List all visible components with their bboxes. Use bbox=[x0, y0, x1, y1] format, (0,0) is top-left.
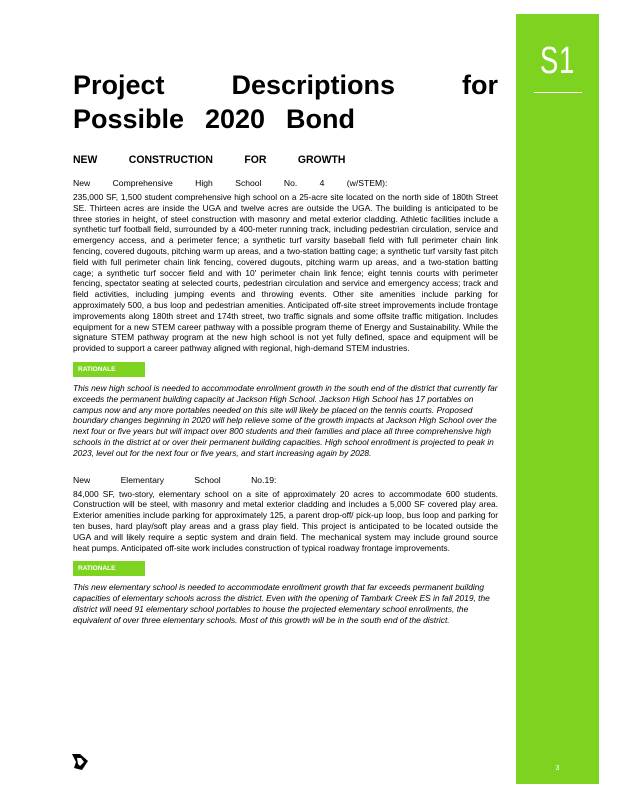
project-heading-high-school: New Comprehensive High School No. 4 (w/STEM): bbox=[73, 178, 388, 188]
title-line-2 bbox=[73, 102, 355, 136]
district-logo-icon bbox=[70, 752, 90, 772]
title-word: for bbox=[462, 70, 498, 100]
page-number: 3 bbox=[555, 765, 560, 772]
title-word: 2020 bbox=[204, 104, 266, 134]
title-word: Descriptions bbox=[231, 70, 396, 100]
title-word: Possible bbox=[73, 104, 185, 134]
sidebar-divider bbox=[534, 92, 582, 93]
rationale-badge: RATIONALE bbox=[73, 561, 145, 576]
rationale-elementary: This new elementary school is needed to accommodate enrollment growth that far exceeds permanent building capacities of elementary schools across the district. Even with the opening of Tambark Creek ES in fall 2019, the district will need 91 elementary school portables to house the projected elementary school enrollments, the equivalent of over three elementary schools. Most of this growth will be in the south end of the district. bbox=[73, 582, 490, 625]
rationale-badge: RATIONALE bbox=[73, 362, 145, 377]
title-word: Bond bbox=[286, 104, 355, 134]
section-code: S1 bbox=[540, 40, 575, 82]
green-sidebar bbox=[516, 14, 599, 784]
page-title bbox=[73, 68, 498, 136]
rationale-high-school: This new high school is needed to accommodate enrollment growth in the south end of the district that currently far exceeds the permanent building capacity at Jackson High School. Jackson High School has 17 portables on campus now and any more portables needed on this site will likely be placed on the tennis courts. Proposed boundary changes beginning in 2020 will help relieve some of the growth impacts at Jackson High School over the next four or five years but will impact over 800 students and their families and place all three comprehensive high schools in the district at or over their permanent building capacities. High school enrollment is projected to peak in 2023, level out for the next four or five years, and start increasing again by 2028. bbox=[73, 382, 498, 458]
project-description-elementary: 84,000 SF, two-story, elementary school on a site of approximately 20 acres to accommodate 600 students. Construction will be steel, with masonry and metal exterior cladding and includes a 5,000 SF covered play area. Exterior amenities include parking for approximately 125, a parent drop-off/ pick-up loop, bus loop and parking for ten buses, hard play/soft play areas and a grass play field. This project is anticipated to be located outside the UGA and will likely require a septic system and drain field. The mechanical system may include ground source heat pumps. Anticipated off-site work includes construction of typical roadway frontage improvements. bbox=[73, 488, 498, 553]
main-content bbox=[73, 68, 498, 626]
project-description-high-school: 235,000 SF, 1,500 student comprehensive high school on a 25-acre site located on the north side of 180th Street SE. Thirteen acres are inside the UGA and twelve acres are outside the UGA. The building is anticipated to be three stories in height, of steel construction with masonry and metal exterior cladding. Athletic facilities include a synthetic turf football field, surrounded by a 400-meter running track, including pedestrian circulation, service and emergency access, and a perimeter fence; a synthetic turf varsity baseball field with full perimeter chain link fencing, covered dugouts, pitching warm up areas, and a two-station batting cage; a synthetic turf varsity fast pitch field with full perimeter chain link fencing, covered dugouts, pitching warm up areas, and a two-station batting cage; a synthetic turf soccer field and with 10' perimeter chain link fence; eight tennis courts with perimeter fencing, spectator seating at selected courts, pedestrian circulation and service and emergency access; track and field activities, including jumping events and throwing events. Other site amenities include parking for approximately 500, a bus loop and pedestrian amenities. Anticipated off-site street improvements include frontage improvements along 180th street and 174th street, two traffic signals and some offsite traffic mitigation. Includes equipment for a new STEM career pathway with a possible program theme of Energy and Sustainability. While the signature STEM pathway program at the new high school is not yet fully defined, space and equipment will be provided to support a career pathway aligned with regional, high-demand STEM industries. bbox=[73, 192, 498, 354]
project-heading-elementary: New Elementary School No.19: bbox=[73, 474, 277, 485]
title-word: Project bbox=[73, 70, 165, 100]
title-line-1 bbox=[73, 68, 498, 102]
section-heading: NEW CONSTRUCTION FOR GROWTH bbox=[73, 154, 346, 166]
